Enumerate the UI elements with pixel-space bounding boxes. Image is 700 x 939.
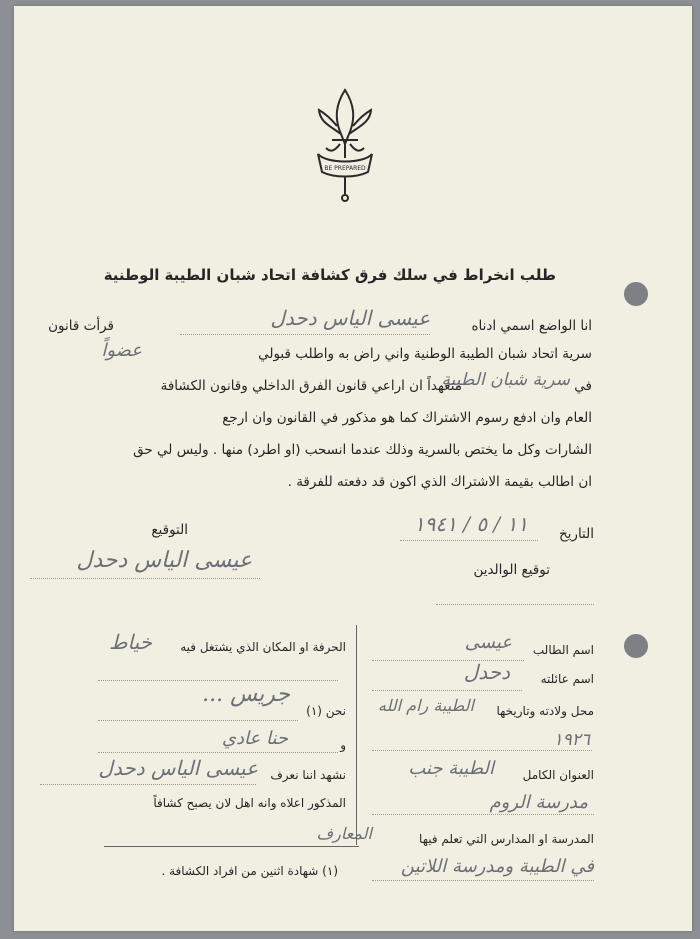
body-line-3: متعهداً ان اراعي قانون الفرق الداخلي وقانون الكشافة <box>160 378 462 394</box>
body-line-5: الشارات وكل ما يختص بالسرية وذلك عندما انسحب (او اطرد) منها . وليس لي حق <box>133 442 592 458</box>
student-name-label: اسم الطالب <box>532 643 594 657</box>
we-label: نحن (١) <box>306 704 346 718</box>
name-dotted-line <box>180 334 430 335</box>
body-line-1-end: قرأت قانون <box>48 318 114 334</box>
punch-hole-top <box>624 282 648 306</box>
family-name-dotted-line <box>372 690 522 691</box>
body-line-4: العام وان ادفع رسوم الاشتراك كما هو مذكور في القانون وان ارجع <box>222 410 592 426</box>
attest-name-handwritten: عيسى الياس دحدل <box>98 756 258 780</box>
birth-year-handwritten: ١٩٢٦ <box>553 730 590 750</box>
profession-label: الحرفة او المكان الذي يشتغل فيه <box>180 640 346 654</box>
address-handwritten: الطيبة جنب <box>408 758 494 779</box>
date-dotted-line <box>400 540 538 541</box>
attest-label: نشهد اننا نعرف <box>270 768 346 782</box>
emblem-motto: BE PREPARED <box>324 165 366 172</box>
profession-dotted-line <box>98 680 338 681</box>
body-line-2: سرية اتحاد شبان الطيبة الوطنية واني راض به واطلب قبولي <box>258 346 592 362</box>
school-dotted-line <box>372 880 594 881</box>
troop-handwritten: سرية شبان الطيبة <box>441 370 570 390</box>
family-name-handwritten: دحدل <box>463 660 510 684</box>
date-handwritten: ١١ / ٥ / ١٩٤١ <box>413 512 528 536</box>
member-handwritten: عضواً <box>101 340 142 361</box>
footnote-divider <box>104 846 359 847</box>
attest-dotted-line <box>40 784 256 785</box>
scout-fleur-de-lis-emblem <box>312 86 378 212</box>
family-name-label: اسم عائلته <box>540 672 594 686</box>
witness-2-dotted-line <box>98 752 338 753</box>
parents-signature-dotted-line <box>436 604 594 605</box>
body-line-6: ان اطالب بقيمة الاشتراك الذي اكون قد دفعته للفرقة . <box>287 474 592 490</box>
signature-handwritten: عيسى الياس دحدل <box>76 548 252 573</box>
body-line-3-start: في <box>574 378 592 394</box>
applicant-name-handwritten: عيسى الياس دحدل <box>270 306 430 330</box>
school-label: المدرسة او المدارس التي تعلم فيها <box>419 832 594 846</box>
column-divider <box>356 625 357 845</box>
profession-handwritten: خياط <box>109 630 152 654</box>
form-title: طلب انخراط في سلك فرق كشافة اتحاد شبان الطيبة الوطنية <box>103 266 556 284</box>
address-line2-handwritten: مدرسة الروم <box>489 792 588 813</box>
address-label: العنوان الكامل <box>522 768 594 782</box>
signature-dotted-line <box>30 578 260 579</box>
birth-label: محل ولادته وتاريخها <box>496 704 594 718</box>
date-label: التاريخ <box>558 526 594 542</box>
witness-2-handwritten: حنا عادي <box>221 728 288 749</box>
worthy-text: المذكور اعلاه وانه اهل لان يصبح كشافاً <box>153 796 346 810</box>
school-line2-handwritten: في الطيبة ومدرسة اللاتين <box>400 856 594 877</box>
parents-signature-label: توقيع الوالدين <box>473 562 550 578</box>
birth-year-dotted-line <box>372 750 592 751</box>
birth-handwritten: الطيبة رام الله <box>377 696 474 715</box>
and-label: و <box>340 738 346 752</box>
body-line-1: انا الواضع اسمي ادناه <box>471 318 592 334</box>
punch-hole-bottom <box>624 634 648 658</box>
footnote-text: (١) شهادة اثنين من افراد الكشافة . <box>161 864 338 878</box>
witness-1-dotted-line <box>98 720 298 721</box>
address-dotted-line <box>372 814 594 815</box>
signature-label: التوقيع <box>151 522 188 538</box>
school-handwritten: المعارف <box>316 824 372 843</box>
witness-1-handwritten: جريس ... <box>202 682 290 707</box>
student-name-handwritten: عيسى <box>464 632 512 653</box>
